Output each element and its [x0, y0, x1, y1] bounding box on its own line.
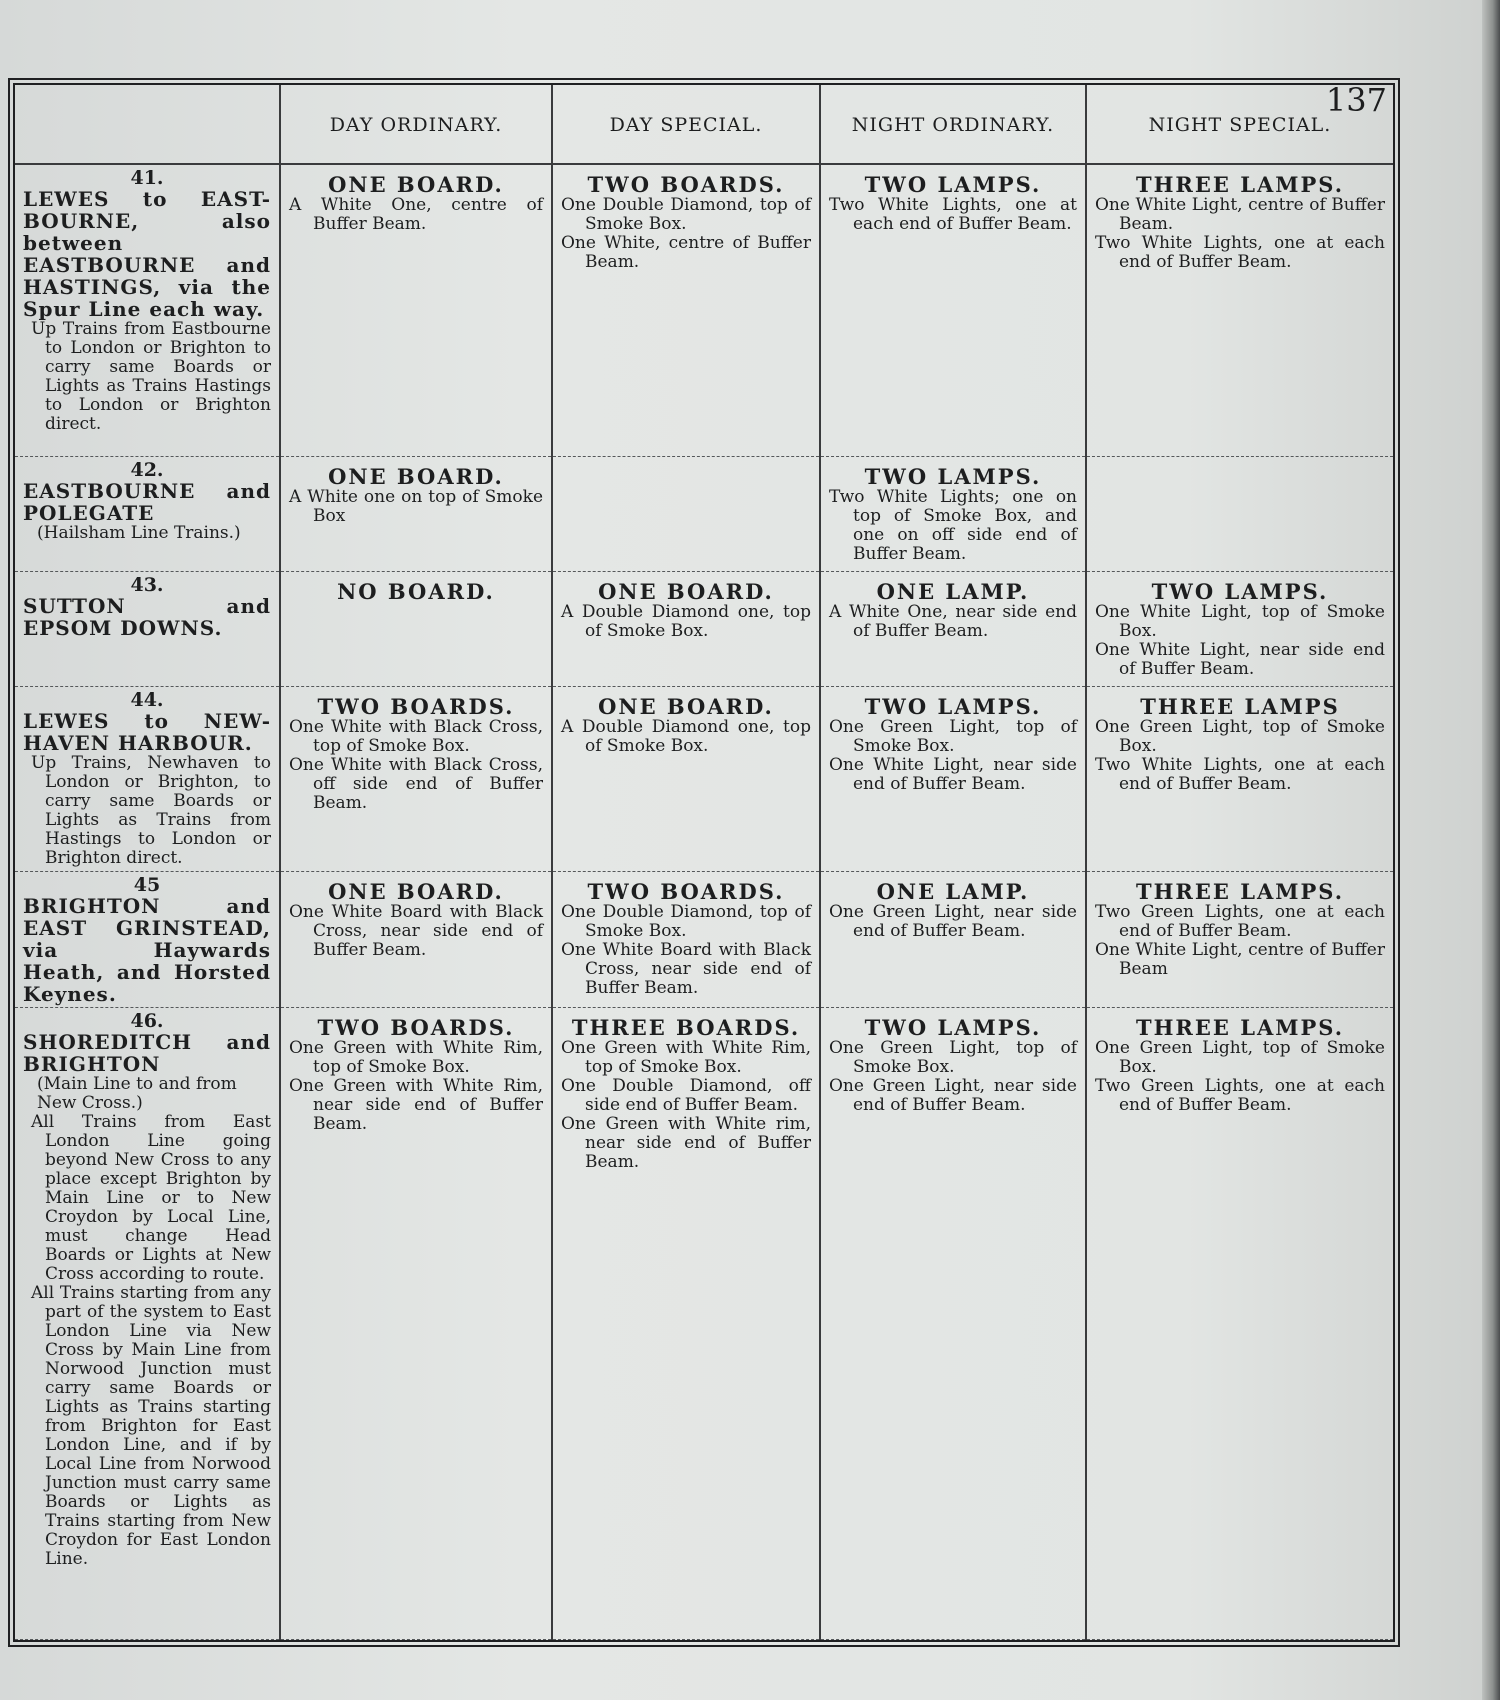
cell-heading: ONE LAMP.	[876, 879, 1030, 904]
cell-line: A White One, near side end of Buffer Beam.	[829, 602, 1077, 641]
cell-line: One White Board with Black Cross, near side end of Buffer Beam.	[561, 940, 811, 998]
cell-heading: TWO LAMPS.	[864, 464, 1042, 489]
cell-line: One White Light, near side end of Buffer Beam.	[829, 755, 1077, 794]
cell-night-ordinary	[820, 164, 1086, 457]
row-number: 41.	[130, 167, 164, 189]
cell-night-special	[1086, 572, 1393, 687]
cell-line: A White One, centre of Buffer Beam.	[289, 195, 543, 234]
cell-heading: TWO BOARDS.	[587, 172, 785, 197]
row-number: 43.	[130, 574, 164, 596]
cell-line: Two White Lights, one at each end of Buffer Beam.	[1095, 755, 1385, 794]
table-row	[15, 572, 1393, 687]
route-cell	[15, 872, 280, 1008]
cell-day-ordinary	[280, 872, 552, 1008]
table-row	[15, 457, 1393, 572]
cell-heading: TWO BOARDS.	[317, 1015, 515, 1040]
cell-heading: THREE LAMPS	[1140, 694, 1340, 719]
cell-heading: TWO LAMPS.	[1151, 579, 1329, 604]
cell-heading: TWO LAMPS.	[864, 1015, 1042, 1040]
cell-line: One Green Light, near side end of Buffer Beam.	[829, 1076, 1077, 1115]
route-cell	[15, 457, 280, 572]
route-extra-note: All Trains from East London Line going beyond New Cross to any place except Brighton by Main Line or to New Croydon by Local Line, must change Head Boards or Lights at New Cross according to route.	[31, 1112, 271, 1284]
cell-line: One Double Diamond, top of Smoke Box.	[561, 902, 811, 941]
row-number: 42.	[130, 459, 164, 481]
cell-line: Two Green Lights, one at each end of Buffer Beam.	[1095, 1076, 1385, 1115]
head-boards-lights-table	[15, 81, 1393, 1640]
table-row	[15, 1008, 1393, 1640]
cell-night-special	[1086, 872, 1393, 1008]
cell-line: One Double Diamond, top of Smoke Box.	[561, 195, 811, 234]
page-number: 137	[1325, 81, 1387, 119]
cell-line: One Green with White rim, near side end of Buffer Beam.	[561, 1114, 811, 1172]
route-name: SHOREDITCH and BRIGHTON	[23, 1030, 271, 1076]
cell-night-ordinary	[820, 457, 1086, 572]
cell-day-special	[552, 1008, 820, 1640]
cell-night-special	[1086, 164, 1393, 457]
cell-day-special	[552, 164, 820, 457]
cell-heading: ONE BOARD.	[328, 464, 504, 489]
cell-heading: ONE LAMP.	[876, 579, 1030, 604]
cell-line: A Double Diamond one, top of Smoke Box.	[561, 717, 811, 756]
col-header-day-special: DAY SPECIAL.	[552, 85, 820, 164]
route-note: Up Trains from Eastbourne to London or Brighton to carry same Boards or Lights as Trains Hastings to London or Brighton direct.	[31, 319, 271, 434]
cell-line: One White Light, near side end of Buffer Beam.	[1095, 640, 1385, 679]
cell-heading: THREE LAMPS.	[1135, 172, 1345, 197]
page-edge	[1482, 0, 1500, 1700]
route-name: EASTBOURNE and POLEGATE	[23, 479, 271, 525]
cell-heading: ONE BOARD.	[328, 879, 504, 904]
cell-line: One White with Black Cross, off side end of Buffer Beam.	[289, 755, 543, 813]
route-name: SUTTON and EPSOM DOWNS.	[23, 594, 271, 640]
cell-line: One Green Light, near side end of Buffer Beam.	[829, 902, 1077, 941]
route-note: (Main Line to and from New Cross.)	[37, 1074, 237, 1113]
cell-heading: TWO BOARDS.	[587, 879, 785, 904]
cell-day-special	[552, 687, 820, 872]
col-header-night-ordinary: NIGHT ORDINARY.	[820, 85, 1086, 164]
row-number: 44.	[130, 689, 164, 711]
cell-heading: THREE LAMPS.	[1135, 1015, 1345, 1040]
cell-night-ordinary	[820, 872, 1086, 1008]
route-cell	[15, 1008, 280, 1640]
signal-table-frame	[8, 78, 1400, 1647]
cell-line: One Green Light, top of Smoke Box.	[1095, 717, 1385, 756]
table-row	[15, 164, 1393, 457]
route-extra-note: All Trains starting from any part of the system to East London Line via New Cross by Main Line from Norwood Junction must carry same Boards or Lights as Trains starting from Brighton for East London Line, and if by Local Line from Norwood Junction must carry same Boards or Lights as Trains starting from New Croydon for East London Line.	[31, 1283, 271, 1569]
cell-line: One Green Light, top of Smoke Box.	[829, 1038, 1077, 1077]
cell-day-ordinary	[280, 687, 552, 872]
cell-day-special	[552, 457, 820, 572]
cell-line: One Green with White Rim, top of Smoke Box.	[289, 1038, 543, 1077]
cell-line: One White Light, centre of Buffer Beam	[1095, 940, 1385, 979]
cell-line: Two White Lights; one on top of Smoke Box, and one on off side end of Buffer Beam.	[829, 487, 1077, 564]
cell-line: One Green with White Rim, top of Smoke Box.	[561, 1038, 811, 1077]
cell-line: A Double Diamond one, top of Smoke Box.	[561, 602, 811, 641]
cell-night-special	[1086, 457, 1393, 572]
col-header-day-ordinary: DAY ORDINARY.	[280, 85, 552, 164]
table-row	[15, 687, 1393, 872]
cell-night-ordinary	[820, 572, 1086, 687]
cell-heading: ONE BOARD.	[328, 172, 504, 197]
route-note: (Hailsham Line Trains.)	[37, 523, 241, 543]
cell-day-special	[552, 572, 820, 687]
cell-night-ordinary	[820, 1008, 1086, 1640]
cell-heading: ONE BOARD.	[598, 694, 774, 719]
cell-heading: ONE BOARD.	[598, 579, 774, 604]
cell-line: One White Board with Black Cross, near side end of Buffer Beam.	[289, 902, 543, 960]
cell-heading: TWO LAMPS.	[864, 694, 1042, 719]
route-name: BRIGHTON and EAST GRINSTEAD, via Haywards Heath, and Horsted Keynes.	[23, 894, 271, 1006]
route-name: LEWES to NEW-HAVEN HARBOUR.	[23, 709, 271, 755]
cell-line: Two Green Lights, one at each end of Buffer Beam.	[1095, 902, 1385, 941]
cell-day-ordinary	[280, 457, 552, 572]
cell-line: One White, centre of Buffer Beam.	[561, 233, 811, 272]
cell-line: One White with Black Cross, top of Smoke Box.	[289, 717, 543, 756]
cell-heading: NO BOARD.	[337, 579, 495, 604]
cell-line: One Green Light, top of Smoke Box.	[829, 717, 1077, 756]
cell-day-ordinary	[280, 164, 552, 457]
cell-line: A White one on top of Smoke Box	[289, 487, 543, 526]
cell-heading: TWO LAMPS.	[864, 172, 1042, 197]
cell-line: Two White Lights, one at each end of Buffer Beam.	[829, 195, 1077, 234]
cell-night-special	[1086, 687, 1393, 872]
cell-line: One Double Diamond, off side end of Buffer Beam.	[561, 1076, 811, 1115]
route-cell	[15, 164, 280, 457]
route-cell	[15, 687, 280, 872]
cell-night-ordinary	[820, 687, 1086, 872]
cell-day-ordinary	[280, 572, 552, 687]
cell-night-special	[1086, 1008, 1393, 1640]
route-note: Up Trains, Newhaven to London or Brighton, to carry same Boards or Lights as Trains from Hastings to London or Brighton direct.	[31, 753, 271, 868]
cell-day-special	[552, 872, 820, 1008]
cell-line: One White Light, centre of Buffer Beam.	[1095, 195, 1385, 234]
cell-day-ordinary	[280, 1008, 552, 1640]
cell-line: One Green with White Rim, near side end of Buffer Beam.	[289, 1076, 543, 1134]
route-name: LEWES to EAST-BOURNE, also between EASTBOURNE and HASTINGS, via the Spur Line each way.	[23, 187, 271, 321]
row-number: 45	[133, 874, 161, 896]
cell-heading: THREE BOARDS.	[571, 1015, 801, 1040]
cell-line: One Green Light, top of Smoke Box.	[1095, 1038, 1385, 1077]
cell-heading: THREE LAMPS.	[1135, 879, 1345, 904]
cell-line: One White Light, top of Smoke Box.	[1095, 602, 1385, 641]
table-row	[15, 872, 1393, 1008]
header-row	[15, 85, 1393, 164]
cell-line: Two White Lights, one at each end of Buffer Beam.	[1095, 233, 1385, 272]
route-header	[15, 85, 280, 164]
col-header-night-special	[1086, 81, 1393, 164]
cell-heading: TWO BOARDS.	[317, 694, 515, 719]
route-cell	[15, 572, 280, 687]
col-header-night-special-label: NIGHT SPECIAL.	[1148, 113, 1332, 136]
row-number: 46.	[130, 1010, 164, 1032]
